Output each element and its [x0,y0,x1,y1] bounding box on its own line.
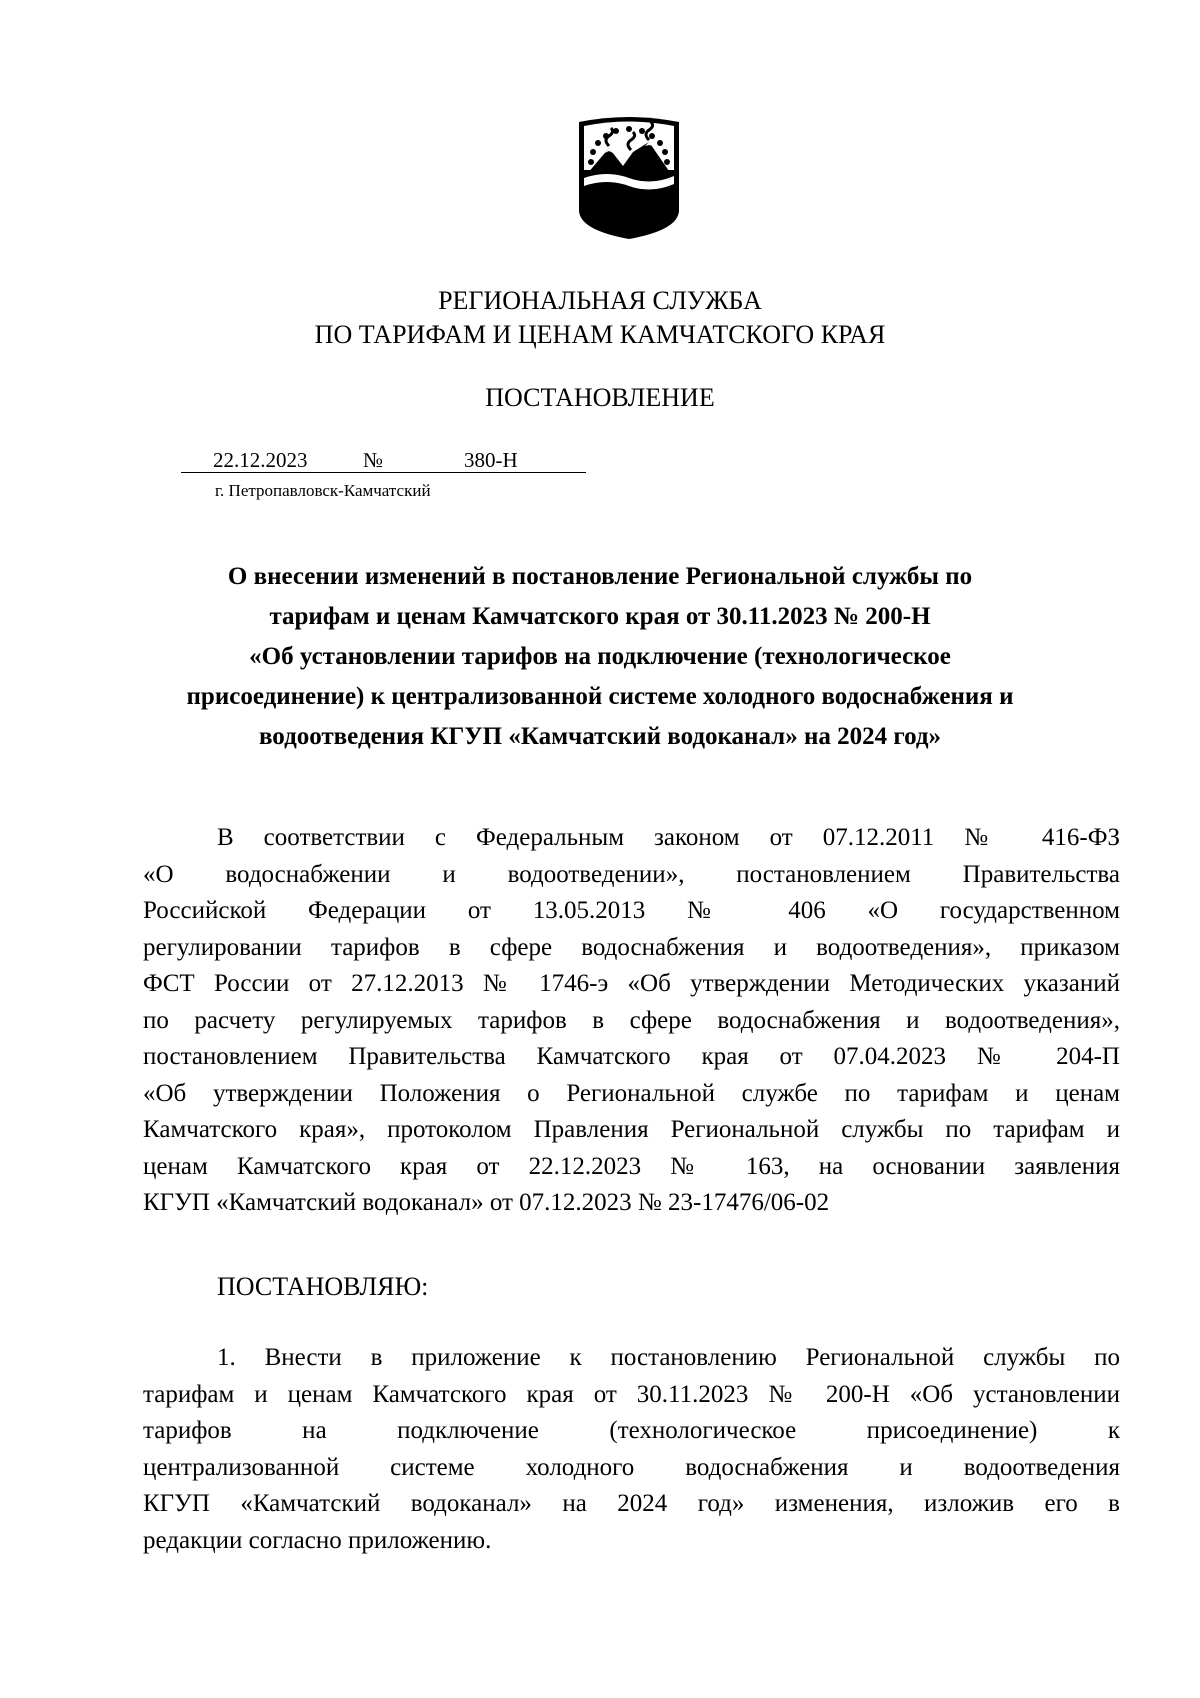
paragraph-line: тарифов на подключение (технологическое присоединение) к [143,1417,1120,1444]
paragraph-line: по расчету регулируемых тарифов в сфере водоснабжения и водоотведения», [143,1006,1120,1034]
document-date: 22.12.2023 [213,448,308,472]
paragraph-line: тарифам и ценам Камчатского края от 30.11.2023 № 200-Н «Об установлении [143,1380,1120,1408]
paragraph-line: Российской Федерации от 13.05.2013 № 406 «О государственном [143,897,1120,924]
document-date-number [181,448,586,473]
document-city: г. Петропавловск-Камчатский [215,481,431,500]
paragraph-line: В соответствии с Федеральным законом от 07.12.2011 № 416-ФЗ [217,824,1120,851]
org-line-1: РЕГИОНАЛЬНАЯ СЛУЖБА [438,286,762,315]
paragraph-line: «О водоснабжении и водоотведении», постановлением Правительства [143,860,1120,888]
paragraph-line: ценам Камчатского края от 22.12.2023 № 163, на основании заявления [143,1152,1120,1180]
paragraph-line: постановлением Правительства Камчатского края от 07.04.2023 № 204-П [143,1043,1120,1070]
title-line: присоединение) к централизованной системе холодного водоснабжения и [186,683,1014,710]
document-number: 380-Н [464,448,518,472]
paragraph-line: 1. Внести в приложение к постановлению Региональной службы по [217,1344,1120,1371]
title-line: «Об установлении тарифов на подключение (технологическое [249,643,951,670]
paragraph-line: регулировании тарифов в сфере водоснабжения и водоотведения», приказом [143,933,1120,961]
paragraph-line: редакции согласно приложению. [143,1526,492,1554]
paragraph-line: «Об утверждении Положения о Региональной службе по тарифам и ценам [143,1079,1120,1107]
title-line: тарифам и ценам Камчатского края от 30.11.2023 № 200-Н [269,603,931,630]
number-sign: № [363,448,384,472]
clause-1-paragraph [143,1340,1120,1559]
organization-name [0,284,1200,352]
org-line-2: ПО ТАРИФАМ И ЦЕНАМ КАМЧАТСКОГО КРАЯ [314,320,886,349]
preamble-paragraph [143,820,1120,1222]
coat-of-arms-emblem [577,112,681,240]
paragraph-line: КГУП «Камчатский водоканал» от 07.12.2023 № 23-17476/06-02 [143,1189,830,1216]
paragraph-line: централизованной системе холодного водоснабжения и водоотведения [143,1453,1120,1481]
paragraph-line: ФСТ России от 27.12.2013 № 1746-э «Об утверждении Методических указаний [143,970,1120,997]
document-title [130,557,1070,757]
title-line: О внесении изменений в постановление Региональной службы по [227,563,973,590]
title-line: водоотведения КГУП «Камчатский водоканал» на 2024 год» [258,723,942,750]
document-type: ПОСТАНОВЛЕНИЕ [485,383,715,412]
paragraph-line: Камчатского края», протоколом Правления Региональной службы по тарифам и [143,1116,1120,1143]
paragraph-line: КГУП «Камчатский водоканал» на 2024 год» изменения, изложив его в [143,1490,1120,1517]
decree-word: ПОСТАНОВЛЯЮ: [217,1272,429,1301]
